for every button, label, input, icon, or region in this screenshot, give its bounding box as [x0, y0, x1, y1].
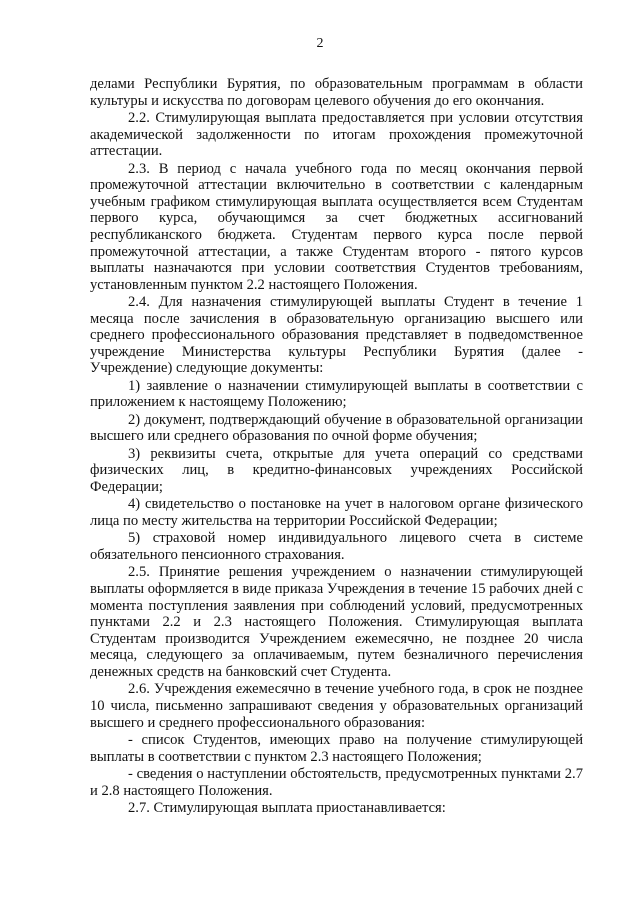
list-item-4: 4) свидетельство о постановке на учет в налоговом органе физического лица по месту жительства на территории Российской Федерации; — [90, 496, 583, 530]
dash-item-students-list: - список Студентов, имеющих право на получение стимулирующей выплаты в соответствии с пунктом 2.3 настоящего Положения; — [90, 731, 583, 765]
paragraph-2-2: 2.2. Стимулирующая выплата предоставляется при условии отсутствия академической задолженности по итогам прохождения промежуточной аттестации. — [90, 109, 583, 160]
paragraph-2-4: 2.4. Для назначения стимулирующей выплаты Студент в течение 1 месяца после зачисления в образовательную организацию высшего или среднего профессионального образования представляет в подведомственное учреждение Министерства культуры Республики Бурятия (далее - Учреждение) следующие документы: — [90, 294, 583, 377]
dash-item-circumstances: - сведения о наступлении обстоятельств, предусмотренных пунктами 2.7 и 2.8 настоящего Положения. — [90, 765, 583, 799]
paragraph-2-6: 2.6. Учреждения ежемесячно в течение учебного года, в срок не позднее 10 числа, письменно запрашивают сведения у образовательных организаций высшего и среднего профессионального образования: — [90, 681, 583, 731]
list-item-3: 3) реквизиты счета, открытые для учета операций со средствами физических лиц, в кредитно-финансовых учреждениях Российской Федерации; — [90, 445, 583, 496]
paragraph-continuation: делами Республики Бурятия, по образовательным программам в области культуры и искусства по договорам целевого обучения до его окончания. — [90, 76, 583, 109]
document-body — [90, 76, 583, 817]
list-item-1: 1) заявление о назначении стимулирующей выплаты в соответствии с приложением к настоящему Положению; — [90, 377, 583, 411]
page-number: 2 — [316, 36, 324, 51]
paragraph-2-5: 2.5. Принятие решения учреждением о назначении стимулирующей выплаты оформляется в виде приказа Учреждения в течение 15 рабочих дней с момента поступления заявления при соблюдений условий, предусмотренных пунктами 2.2 и 2.3 настоящего Положения. Стимулирующая выплата Студентам производится Учреждением ежемесячно, не позднее 20 числа месяца, следующего за оплачиваемым, путем безналичного перечисления денежных средств на банковский счет Студента. — [90, 564, 584, 680]
paragraph-2-3: 2.3. В период с начала учебного года по месяц окончания первой промежуточной аттестации включительно в соответствии с календарным учебным графиком стимулирующая выплата осуществляется всем Студентам первого курса, обучающимся за счет бюджетных ассигнований республиканского бюджета. Студентам первого курса после первой промежуточной аттестации, а также Студентам второго - пятого курсов выплаты назначаются при условии соответствия Студентов требованиям, установленным пунктом 2.2 настоящего Положения. — [90, 160, 583, 293]
list-item-2: 2) документ, подтверждающий обучение в образовательной организации высшего или среднего образования по очной форме обучения; — [90, 411, 583, 445]
paragraph-2-7: 2.7. Стимулирующая выплата приостанавливается: — [128, 799, 446, 816]
list-item-5: 5) страховой номер индивидуального лицевого счета в системе обязательного пенсионного страхования. — [90, 530, 583, 563]
